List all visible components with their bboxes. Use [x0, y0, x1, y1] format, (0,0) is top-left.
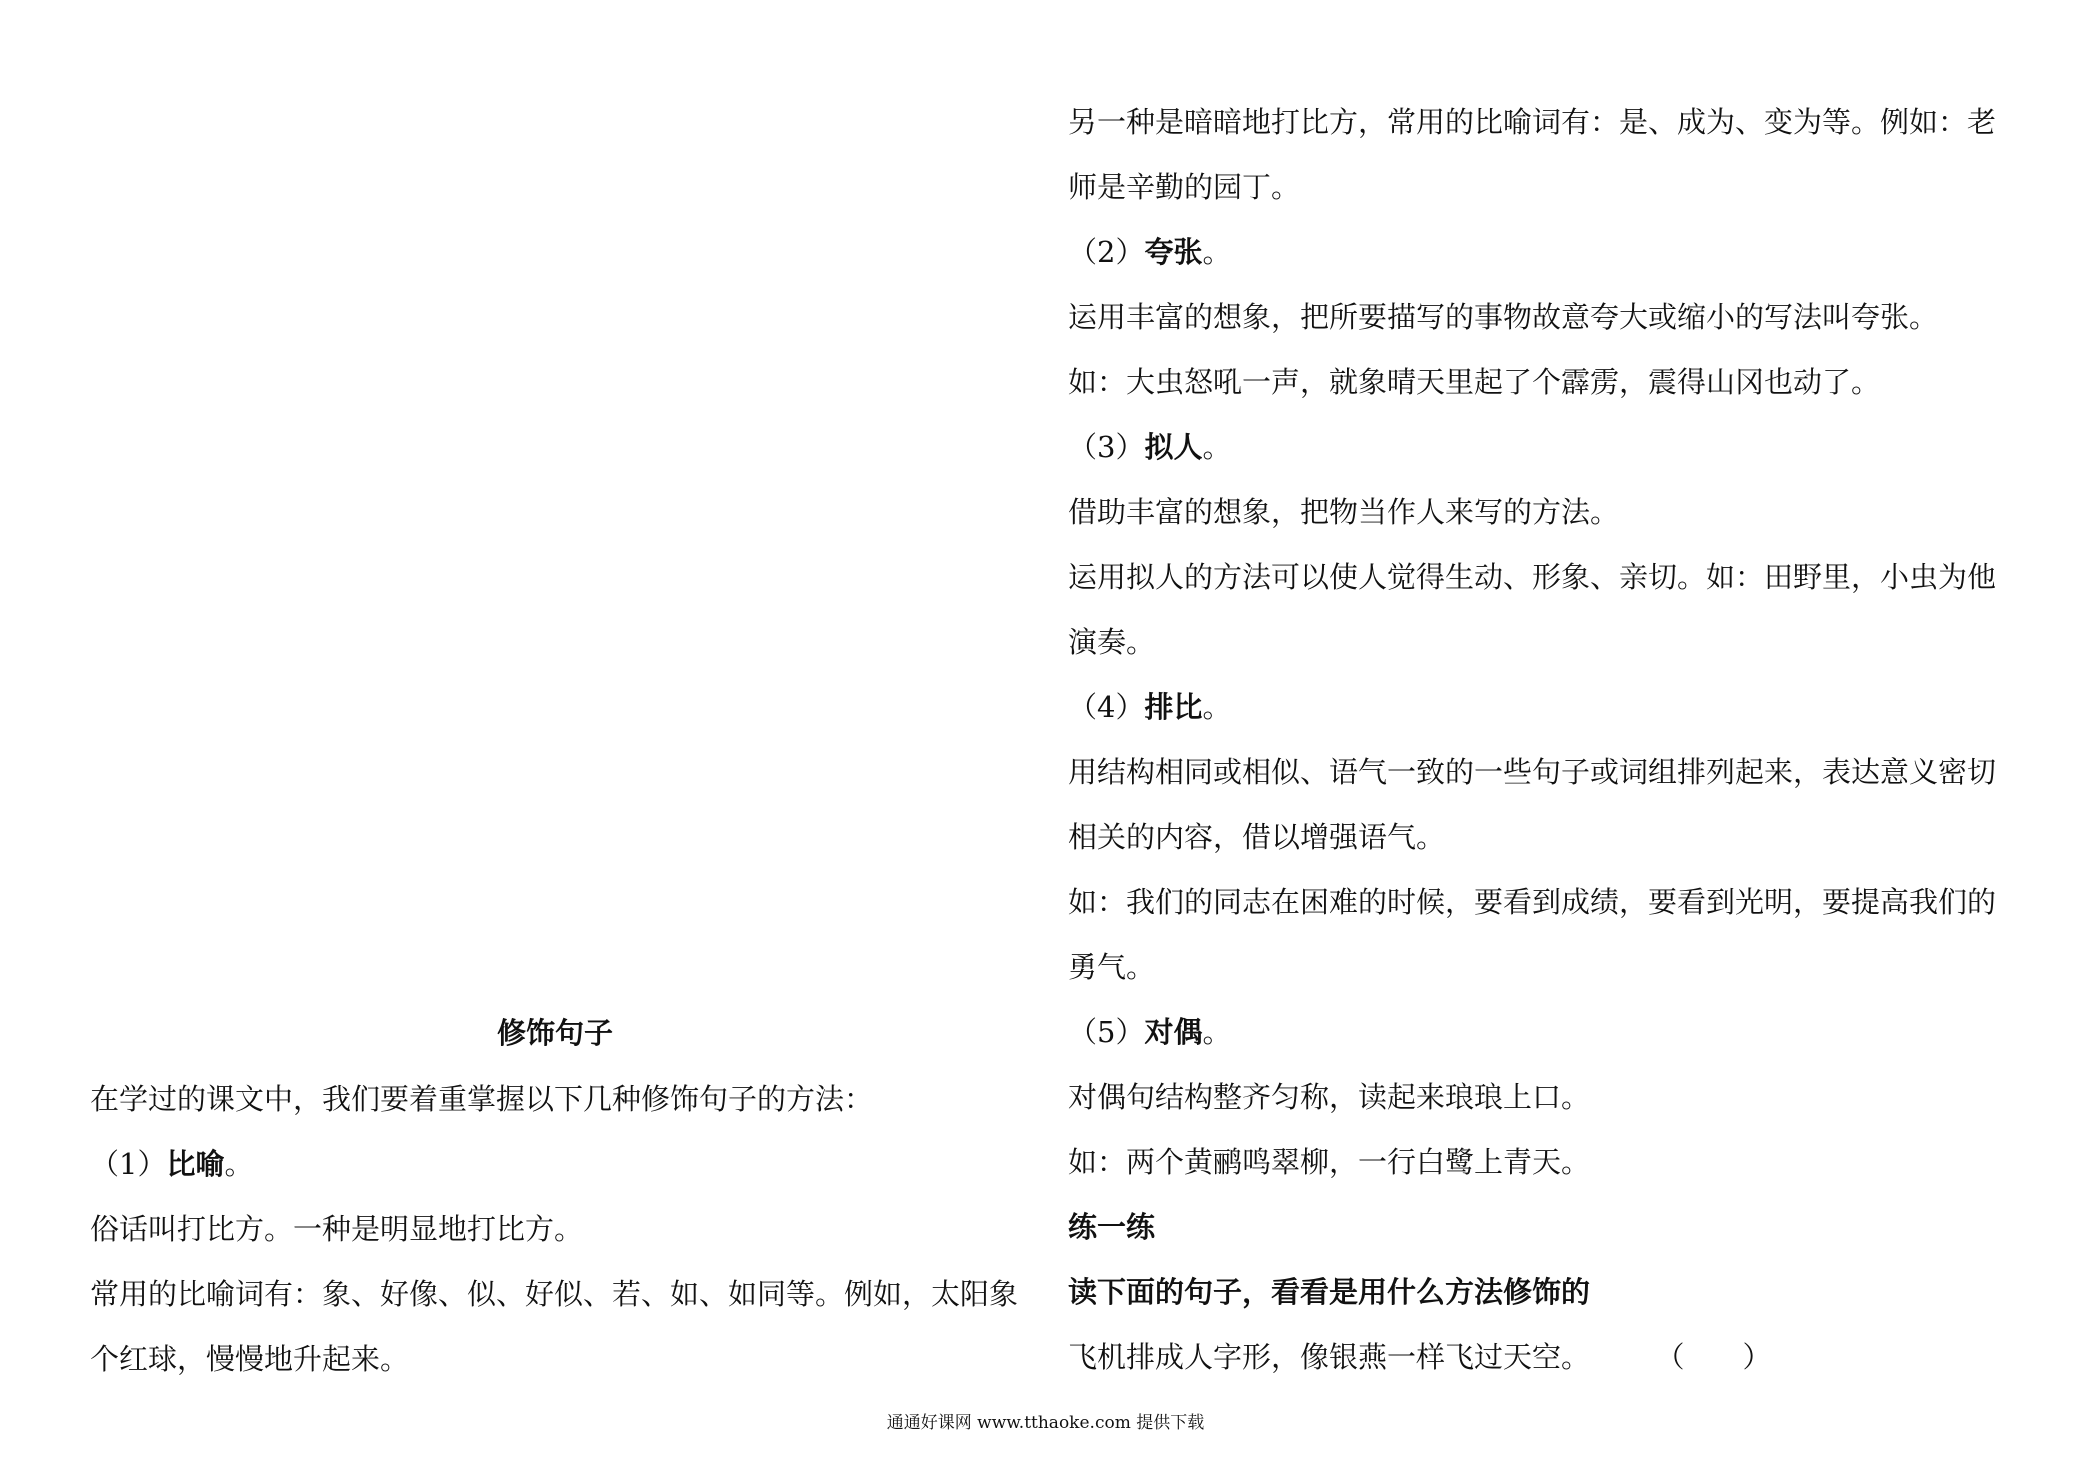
right-column	[1068, 90, 2008, 1390]
intro-text: 在学过的课文中，我们要着重掌握以下几种修饰句子的方法：	[90, 1082, 874, 1116]
heading-parallelism	[1068, 675, 2008, 740]
paragraph: 俗话叫打比方。一种是明显地打比方。	[90, 1212, 584, 1246]
footer-credit: 通通好课网 www.tthaoke.com 提供下载	[886, 1413, 1205, 1433]
question-text: 飞机排成人字形，像银燕一样飞过天空。	[1068, 1340, 1591, 1374]
heading-number: （2）	[1068, 235, 1145, 269]
heading-personification	[1068, 415, 2008, 480]
heading-number: （3）	[1068, 430, 1145, 464]
heading-period: 。	[224, 1147, 254, 1181]
heading-metaphor	[90, 1132, 1040, 1197]
paragraph: 如：大虫怒吼一声，就象晴天里起了个霹雳，震得山冈也动了。	[1068, 365, 1881, 399]
paragraph: 常用的比喻词有：象、好像、似、好似、若、如、如同等。例如，太阳象	[90, 1277, 1019, 1311]
answer-blank[interactable]: （ ）	[1670, 1340, 1772, 1374]
heading-period: 。	[1202, 1015, 1232, 1049]
paragraph-continued: 相关的内容，借以增强语气。	[1068, 820, 1446, 854]
practice-instruction: 读下面的句子，看看是用什么方法修饰的	[1068, 1275, 1591, 1309]
paragraph-continued: 师是辛勤的园丁。	[1068, 170, 1301, 204]
heading-label: 对偶	[1144, 1015, 1203, 1049]
paragraph: 对偶句结构整齐匀称，读起来琅琅上口。	[1068, 1080, 1591, 1114]
heading-period: 。	[1202, 430, 1232, 464]
paragraph: 运用丰富的想象，把所要描写的事物故意夸大或缩小的写法叫夸张。	[1068, 300, 1939, 334]
heading-exaggeration	[1068, 220, 2008, 285]
practice-title: 练一练	[1068, 1210, 1156, 1244]
paragraph-continued: 勇气。	[1068, 950, 1156, 984]
practice-question	[1068, 1325, 2008, 1390]
heading-label: 拟人	[1144, 430, 1203, 464]
heading-period: 。	[1202, 690, 1232, 724]
heading-label: 排比	[1144, 690, 1203, 724]
paragraph: 另一种是暗暗地打比方，常用的比喻词有：是、成为、变为等。例如：老	[1068, 105, 1997, 139]
heading-label: 夸张	[1144, 235, 1203, 269]
heading-label: 比喻	[166, 1147, 225, 1181]
heading-number: （1）	[90, 1147, 167, 1181]
paragraph: 借助丰富的想象，把物当作人来写的方法。	[1068, 495, 1620, 529]
left-column	[90, 1002, 1040, 1392]
paragraph-continued: 演奏。	[1068, 625, 1156, 659]
heading-number: （4）	[1068, 690, 1145, 724]
heading-period: 。	[1202, 235, 1232, 269]
page-title: 修饰句子	[496, 1016, 613, 1050]
paragraph-continued: 个红球，慢慢地升起来。	[90, 1342, 410, 1376]
heading-antithesis	[1068, 1000, 2008, 1065]
paragraph: 运用拟人的方法可以使人觉得生动、形象、亲切。如：田野里，小虫为他	[1068, 560, 1997, 594]
heading-number: （5）	[1068, 1015, 1145, 1049]
paragraph: 用结构相同或相似、语气一致的一些句子或词组排列起来，表达意义密切	[1068, 755, 1997, 789]
paragraph: 如：两个黄鹂鸣翠柳，一行白鹭上青天。	[1068, 1145, 1591, 1179]
paragraph: 如：我们的同志在困难的时候，要看到成绩，要看到光明，要提高我们的	[1068, 885, 1997, 919]
